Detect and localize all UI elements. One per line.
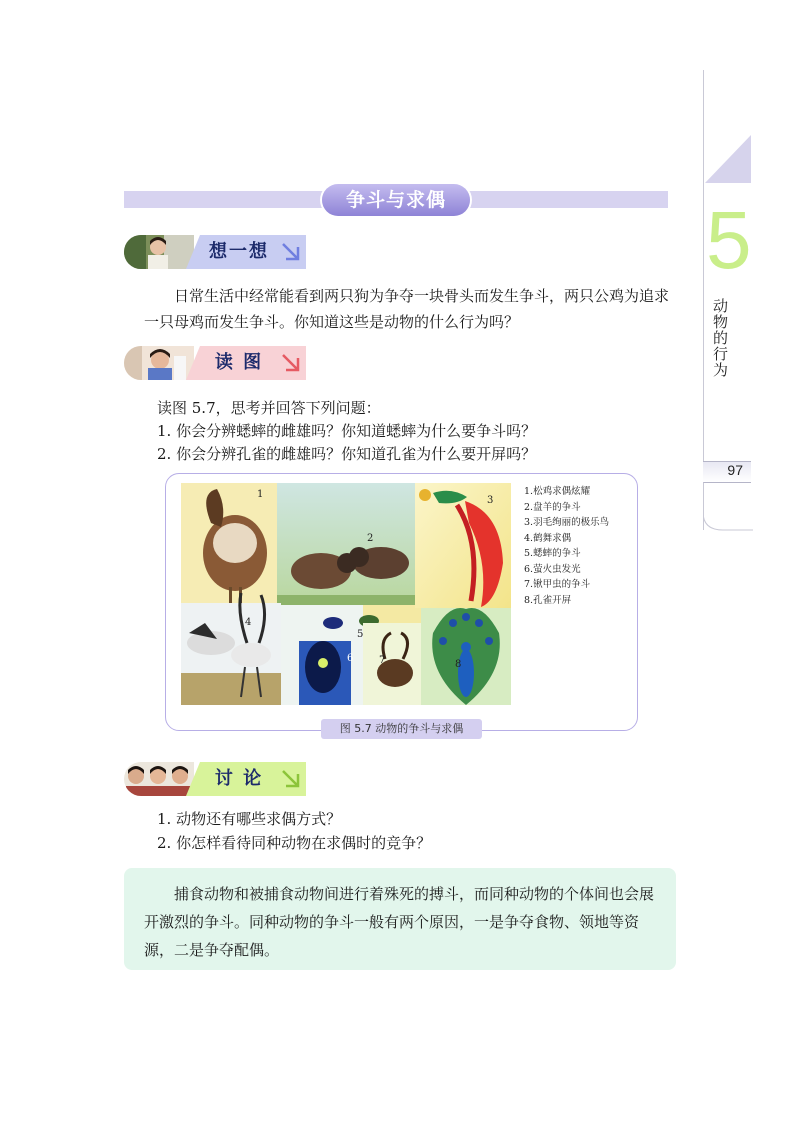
arrow-down-right-icon <box>280 768 302 790</box>
figure-legend <box>524 484 634 608</box>
discuss-question-1: 1. 动物还有哪些求偶方式？ <box>157 810 342 828</box>
legend-item: 3.羽毛绚丽的极乐鸟 <box>524 517 610 528</box>
discuss-question-2: 2. 你怎样看待同种动物在求偶时的竞争？ <box>157 834 432 852</box>
think-banner-photo <box>124 235 194 269</box>
legend-item: 5.蟋蟀的争斗 <box>524 548 581 559</box>
legend-item: 7.锹甲虫的争斗 <box>524 579 591 590</box>
read-figure-banner <box>124 346 306 380</box>
think-banner <box>124 235 306 269</box>
legend-item: 2.盘羊的争斗 <box>524 501 581 513</box>
read-question-1: 1. 你会分辨蟋蟀的雌雄吗？你知道蟋蟀为什么要争斗吗？ <box>157 422 537 440</box>
read-figure-intro: 读图 5.7，思考并回答下列问题： <box>157 399 381 417</box>
legend-item: 4.鹤舞求偶 <box>524 532 572 544</box>
chapter-number: 5 <box>706 195 752 286</box>
arrow-down-right-icon <box>280 352 302 374</box>
figure-caption: 图 5.7 动物的争斗与求偶 <box>321 719 482 739</box>
discuss-banner <box>124 762 306 796</box>
panel-number: 2 <box>367 533 374 544</box>
tab-corner-shape <box>703 482 753 532</box>
think-paragraph: 日常生活中经常能看到两只狗为争夺一块骨头而发生争斗，两只公鸡为追求一只母鸡而发生争斗。你知道这些是动物的什么行为吗？ <box>144 287 670 331</box>
legend-item: 8.孔雀开屏 <box>524 594 572 606</box>
read-banner-photo <box>124 346 194 380</box>
read-question-2: 2. 你会分辨孔雀的雌雄吗？你知道孔雀为什么要开屏吗？ <box>157 445 537 463</box>
panel-number: 6 <box>347 653 354 664</box>
panel-number: 5 <box>357 629 364 640</box>
chapter-title: 动物的行为 <box>711 298 729 378</box>
panel-number: 8 <box>455 659 462 670</box>
think-label: 想一想 <box>209 241 269 262</box>
panel-number: 7 <box>379 655 386 666</box>
summary-text: 捕食动物和被捕食动物间进行着殊死的搏斗，而同种动物的个体间也会展开激烈的争斗。同种动物的争斗一般有两个原因，一是争夺食物、领地等资源，二是争夺配偶。 <box>144 885 655 959</box>
read-figure-label: 读 图 <box>214 352 264 373</box>
discuss-label: 讨 论 <box>214 768 264 789</box>
section-title: 争斗与求偶 <box>322 184 470 216</box>
panel-number: 4 <box>245 617 252 628</box>
panel-number: 3 <box>487 495 494 506</box>
discuss-banner-photo <box>124 762 194 796</box>
animal-collage-image <box>181 483 511 705</box>
chapter-tab-triangle <box>705 135 751 183</box>
page-number: 97 <box>727 462 743 478</box>
arrow-down-right-icon <box>280 241 302 263</box>
legend-item: 1.松鸡求偶炫耀 <box>524 486 591 497</box>
panel-number: 1 <box>257 489 264 500</box>
legend-item: 6.萤火虫发光 <box>524 563 581 575</box>
